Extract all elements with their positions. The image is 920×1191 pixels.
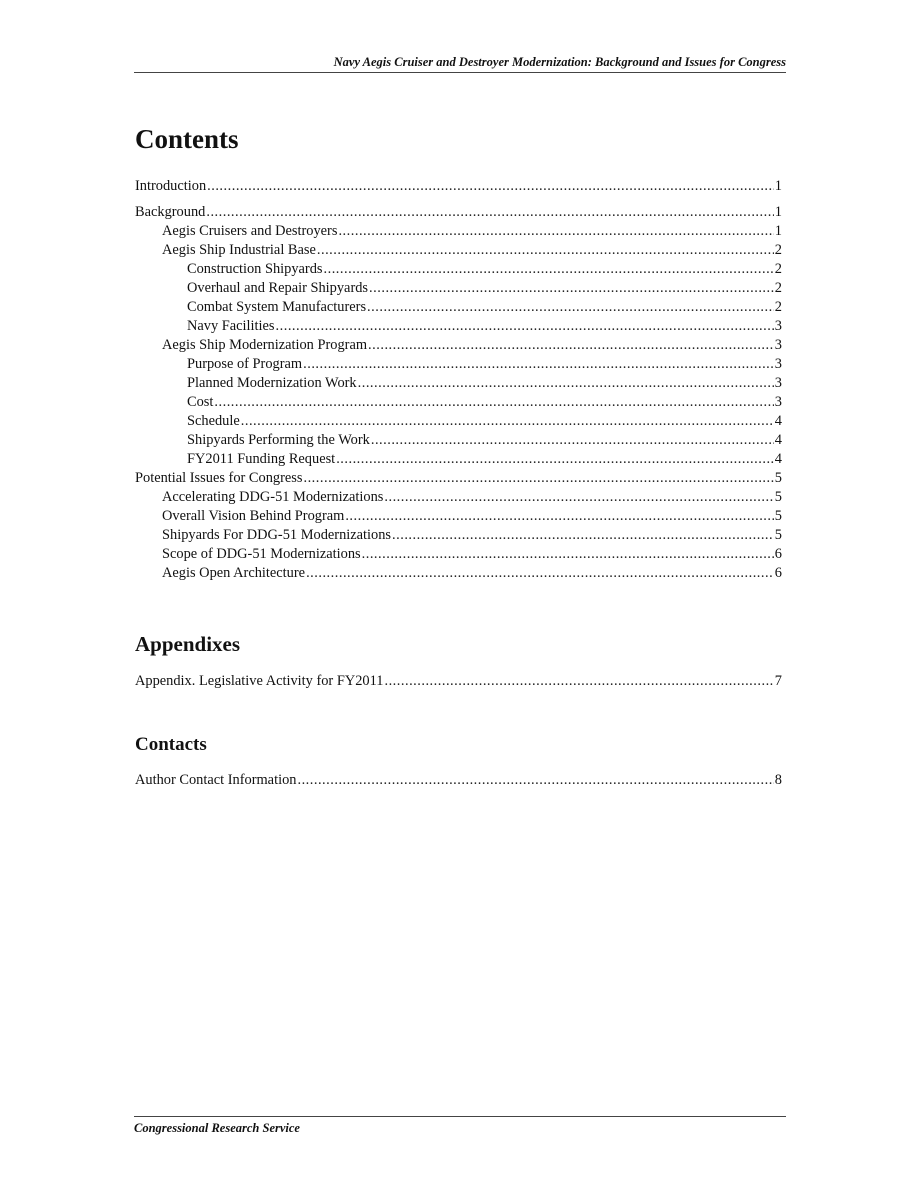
toc-entry-purpose[interactable] [135, 355, 782, 374]
dot-leader [345, 507, 773, 526]
dot-leader [367, 298, 774, 317]
toc-entry-page: 3 [774, 318, 782, 334]
dot-leader [297, 771, 773, 790]
toc-entry-page: 4 [774, 413, 782, 429]
toc-entry-label: Aegis Open Architecture [162, 565, 306, 581]
toc-entry-accelerating[interactable] [135, 488, 782, 507]
toc-entry-navy-facilities[interactable] [135, 317, 782, 336]
dot-leader [368, 336, 774, 355]
toc-entry-label: Accelerating DDG-51 Modernizations [162, 489, 384, 505]
toc-entry-page: 8 [774, 772, 782, 788]
toc-entry-label: Construction Shipyards [187, 261, 323, 277]
toc-entry-label: Navy Facilities [187, 318, 275, 334]
toc-entry-shipyards-performing[interactable] [135, 431, 782, 450]
toc-entry-page: 4 [774, 451, 782, 467]
toc-entry-page: 2 [774, 242, 782, 258]
toc-entry-label: Aegis Ship Industrial Base [162, 242, 316, 258]
toc-entry-label: Scope of DDG-51 Modernizations [162, 546, 361, 562]
toc-entry-funding-request[interactable] [135, 450, 782, 469]
toc-entry-page: 4 [774, 432, 782, 448]
dot-leader [241, 412, 774, 431]
running-header: Navy Aegis Cruiser and Destroyer Modernization: Background and Issues for Congress [134, 55, 786, 73]
toc-entry-page: 5 [774, 470, 782, 486]
dot-leader [362, 545, 774, 564]
toc-entry-page: 1 [774, 178, 782, 194]
dot-leader [384, 488, 773, 507]
toc-entry-page: 1 [774, 223, 782, 239]
toc-entry-label: Overhaul and Repair Shipyards [187, 280, 369, 296]
dot-leader [206, 203, 773, 222]
appendixes-list [135, 672, 782, 691]
appendixes-heading: Appendixes [135, 632, 241, 656]
dot-leader [303, 469, 773, 488]
toc-entry-potential-issues[interactable] [135, 469, 782, 488]
contacts-list [135, 771, 782, 790]
dot-leader [336, 450, 774, 469]
toc-entry-page: 6 [774, 565, 782, 581]
dot-leader [214, 393, 773, 412]
toc-entry-page: 3 [774, 337, 782, 353]
dot-leader [371, 431, 774, 450]
toc-entry-page: 7 [774, 673, 782, 689]
toc-entry-label: Shipyards Performing the Work [187, 432, 370, 448]
toc-entry-page: 5 [774, 527, 782, 543]
toc-entry-open-architecture[interactable] [135, 564, 782, 583]
toc-entry-label: Planned Modernization Work [187, 375, 357, 391]
toc-entry-introduction[interactable] [135, 177, 782, 196]
toc-entry-label: Shipyards For DDG-51 Modernizations [162, 527, 392, 543]
toc-entry-schedule[interactable] [135, 412, 782, 431]
dot-leader [317, 241, 774, 260]
toc-entry-page: 3 [774, 356, 782, 372]
toc-entry-appendix-legislative[interactable] [135, 672, 782, 691]
toc-entry-author-contact[interactable] [135, 771, 782, 790]
toc-entry-label: Schedule [187, 413, 240, 429]
toc-entry-label: Background [135, 204, 206, 220]
toc-entry-label: Combat System Manufacturers [187, 299, 367, 315]
toc-entry-label: Aegis Ship Modernization Program [162, 337, 368, 353]
toc-entry-shipyards-for[interactable] [135, 526, 782, 545]
toc-entry-combat-system[interactable] [135, 298, 782, 317]
contents-heading: Contents [135, 124, 239, 154]
toc-entry-cost[interactable] [135, 393, 782, 412]
toc-entry-label: Introduction [135, 178, 207, 194]
toc-entry-overhaul-shipyards[interactable] [135, 279, 782, 298]
toc-entry-page: 2 [774, 299, 782, 315]
dot-leader [306, 564, 774, 583]
toc-entry-construction-shipyards[interactable] [135, 260, 782, 279]
toc-entry-page: 5 [774, 508, 782, 524]
contents-list [135, 177, 782, 583]
toc-entry-modernization-program[interactable] [135, 336, 782, 355]
dot-leader [369, 279, 774, 298]
contacts-heading: Contacts [135, 734, 207, 755]
toc-entry-label: Overall Vision Behind Program [162, 508, 345, 524]
dot-leader [338, 222, 773, 241]
toc-entry-label: Appendix. Legislative Activity for FY2011 [135, 673, 384, 689]
toc-entry-label: Potential Issues for Congress [135, 470, 303, 486]
dot-leader [358, 374, 774, 393]
running-footer: Congressional Research Service [134, 1116, 786, 1136]
toc-entry-scope[interactable] [135, 545, 782, 564]
dot-leader [303, 355, 774, 374]
toc-entry-page: 1 [774, 204, 782, 220]
toc-entry-label: Aegis Cruisers and Destroyers [162, 223, 338, 239]
toc-entry-page: 6 [774, 546, 782, 562]
dot-leader [324, 260, 774, 279]
dot-leader [276, 317, 774, 336]
toc-entry-aegis-cruisers[interactable] [135, 222, 782, 241]
toc-entry-overall-vision[interactable] [135, 507, 782, 526]
toc-entry-planned-work[interactable] [135, 374, 782, 393]
toc-entry-page: 5 [774, 489, 782, 505]
toc-entry-page: 2 [774, 261, 782, 277]
dot-leader [384, 672, 773, 691]
toc-entry-page: 3 [774, 394, 782, 410]
toc-entry-page: 2 [774, 280, 782, 296]
toc-entry-page: 3 [774, 375, 782, 391]
toc-entry-label: Cost [187, 394, 214, 410]
dot-leader [392, 526, 774, 545]
toc-entry-label: Author Contact Information [135, 772, 297, 788]
toc-entry-label: Purpose of Program [187, 356, 303, 372]
toc-entry-background[interactable] [135, 203, 782, 222]
toc-entry-industrial-base[interactable] [135, 241, 782, 260]
dot-leader [207, 177, 774, 196]
toc-entry-label: FY2011 Funding Request [187, 451, 336, 467]
